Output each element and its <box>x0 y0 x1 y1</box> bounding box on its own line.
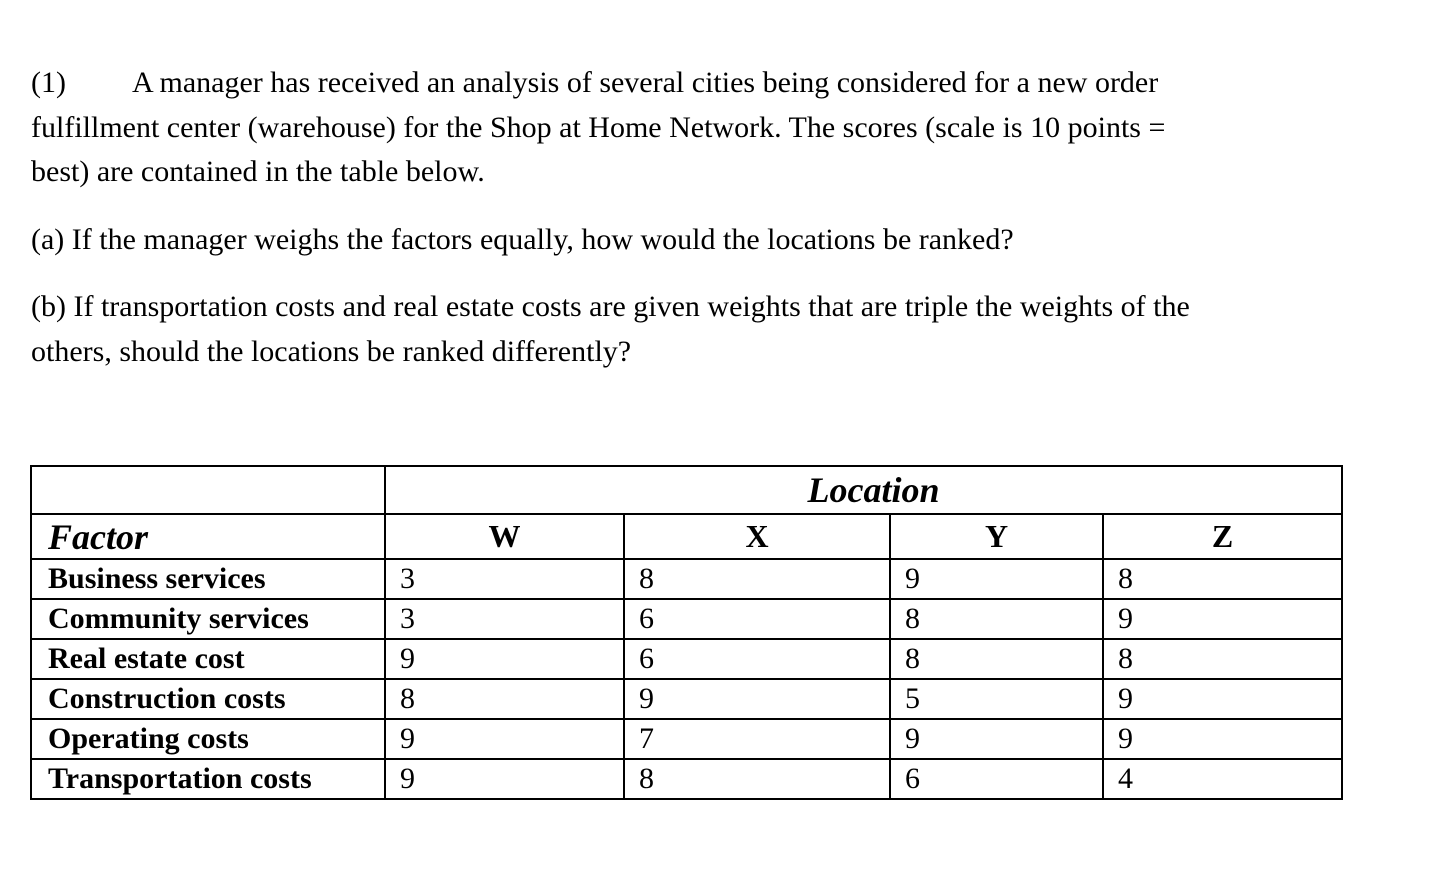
score-cell: 3 <box>385 599 624 639</box>
column-header-row <box>31 514 1342 559</box>
location-scores-table <box>30 465 1343 800</box>
empty-corner-cell <box>31 466 385 514</box>
score-cell: 9 <box>1103 679 1342 719</box>
score-cell: 9 <box>385 759 624 799</box>
score-cell: 6 <box>890 759 1103 799</box>
table-row <box>31 599 1342 639</box>
problem-intro <box>31 61 1165 195</box>
part-a-text: (a) If the manager weighs the factors equally, how would the locations be ranked? <box>31 223 1014 256</box>
column-header-w: W <box>385 514 624 559</box>
score-cell: 9 <box>890 559 1103 599</box>
score-cell: 9 <box>1103 599 1342 639</box>
column-header-z: Z <box>1103 514 1342 559</box>
table-row <box>31 639 1342 679</box>
factor-name: Construction costs <box>31 679 385 719</box>
location-group-row <box>31 466 1342 514</box>
score-cell: 6 <box>624 599 890 639</box>
intro-line-3: best) are contained in the table below. <box>31 155 485 188</box>
score-cell: 5 <box>890 679 1103 719</box>
factor-name: Business services <box>31 559 385 599</box>
table-row <box>31 679 1342 719</box>
score-cell: 3 <box>385 559 624 599</box>
factor-name: Transportation costs <box>31 759 385 799</box>
score-cell: 6 <box>624 639 890 679</box>
question-part-a <box>31 218 1014 263</box>
score-cell: 9 <box>1103 719 1342 759</box>
score-cell: 9 <box>385 719 624 759</box>
score-cell: 9 <box>890 719 1103 759</box>
table-row <box>31 759 1342 799</box>
intro-line-1: A manager has received an analysis of several cities being considered for a new order <box>132 66 1159 99</box>
question-part-b <box>31 285 1190 374</box>
score-cell: 7 <box>624 719 890 759</box>
score-cell: 8 <box>624 559 890 599</box>
score-cell: 8 <box>1103 639 1342 679</box>
part-b-line-1: (b) If transportation costs and real estate costs are given weights that are triple the weights of the <box>31 290 1190 323</box>
column-header-y: Y <box>890 514 1103 559</box>
location-group-header: Location <box>385 466 1342 514</box>
score-cell: 8 <box>385 679 624 719</box>
score-cell: 4 <box>1103 759 1342 799</box>
intro-line-2: fulfillment center (warehouse) for the Shop at Home Network. The scores (scale is 10 points = <box>31 110 1166 144</box>
score-cell: 8 <box>624 759 890 799</box>
table-row <box>31 559 1342 599</box>
score-cell: 8 <box>1103 559 1342 599</box>
problem-number: (1) <box>31 66 66 99</box>
column-header-x: X <box>624 514 890 559</box>
score-cell: 9 <box>624 679 890 719</box>
score-cell: 8 <box>890 599 1103 639</box>
score-cell: 9 <box>385 639 624 679</box>
score-cell: 8 <box>890 639 1103 679</box>
table-row <box>31 719 1342 759</box>
part-b-line-2: others, should the locations be ranked differently? <box>31 334 632 368</box>
factor-name: Operating costs <box>31 719 385 759</box>
factor-name: Community services <box>31 599 385 639</box>
factor-column-header: Factor <box>31 514 385 559</box>
factor-name: Real estate cost <box>31 639 385 679</box>
